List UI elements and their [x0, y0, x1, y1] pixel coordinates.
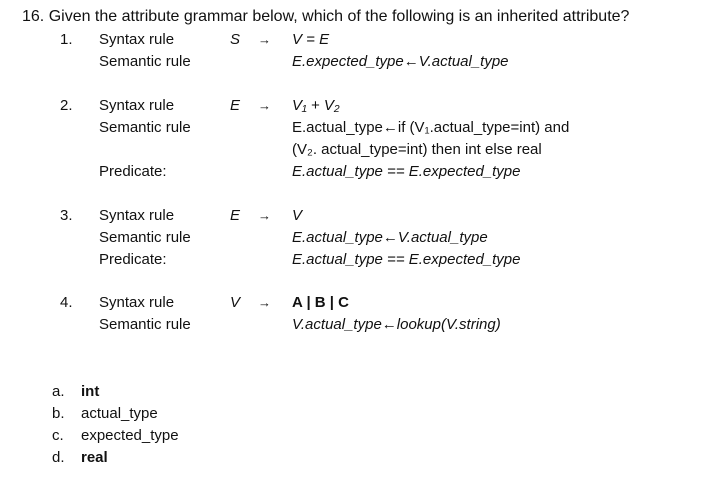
arrow-icon: → [258, 208, 271, 223]
rule-number: 3. [60, 207, 73, 224]
syntax-rhs: V [292, 207, 303, 224]
syntax-label: Syntax rule [99, 294, 175, 311]
rule-number: 2. [60, 97, 73, 114]
predicate-label: Predicate: [99, 163, 167, 180]
syntax-label: Syntax rule [99, 97, 175, 114]
predicate: E.actual_type == E.expected_type [292, 251, 521, 268]
syntax-rhs: V = E [292, 31, 330, 48]
rule-number: 4. [60, 294, 73, 311]
syntax-rhs: V₁ + V₂ [292, 97, 340, 114]
arrow-icon: → [258, 32, 271, 47]
semantic-rule-continued: (V₂. actual_type=int) then int else real [292, 141, 542, 158]
rule-number: 1. [60, 31, 73, 48]
choice-text: actual_type [81, 405, 158, 422]
semantic-label: Semantic rule [99, 119, 191, 136]
choice-text: real [81, 449, 108, 466]
choice-letter: a. [52, 383, 65, 400]
syntax-lhs: E [230, 97, 241, 114]
syntax-label: Syntax rule [99, 31, 175, 48]
semantic-rule: E.actual_type←if (V₁.actual_type=int) and [292, 119, 570, 136]
semantic-rule: E.expected_type←V.actual_type [292, 53, 509, 70]
semantic-label: Semantic rule [99, 316, 191, 333]
question-text: 16. Given the attribute grammar below, which of the following is an inherited attribute? [22, 8, 630, 25]
choice-text: int [81, 383, 100, 400]
semantic-rule: E.actual_type←V.actual_type [292, 229, 488, 246]
arrow-icon: → [258, 98, 271, 113]
syntax-lhs: E [230, 207, 241, 224]
syntax-rhs: A | B | C [292, 294, 350, 311]
choice-text: expected_type [81, 427, 179, 444]
syntax-lhs: V [230, 294, 241, 311]
predicate-label: Predicate: [99, 251, 167, 268]
arrow-icon: → [258, 295, 271, 310]
semantic-label: Semantic rule [99, 53, 191, 70]
choice-letter: b. [52, 405, 65, 422]
semantic-label: Semantic rule [99, 229, 191, 246]
syntax-label: Syntax rule [99, 207, 175, 224]
semantic-rule: V.actual_type←lookup(V.string) [292, 316, 501, 333]
choice-letter: c. [52, 427, 64, 444]
predicate: E.actual_type == E.expected_type [292, 163, 521, 180]
choice-letter: d. [52, 449, 65, 466]
syntax-lhs: S [230, 31, 241, 48]
